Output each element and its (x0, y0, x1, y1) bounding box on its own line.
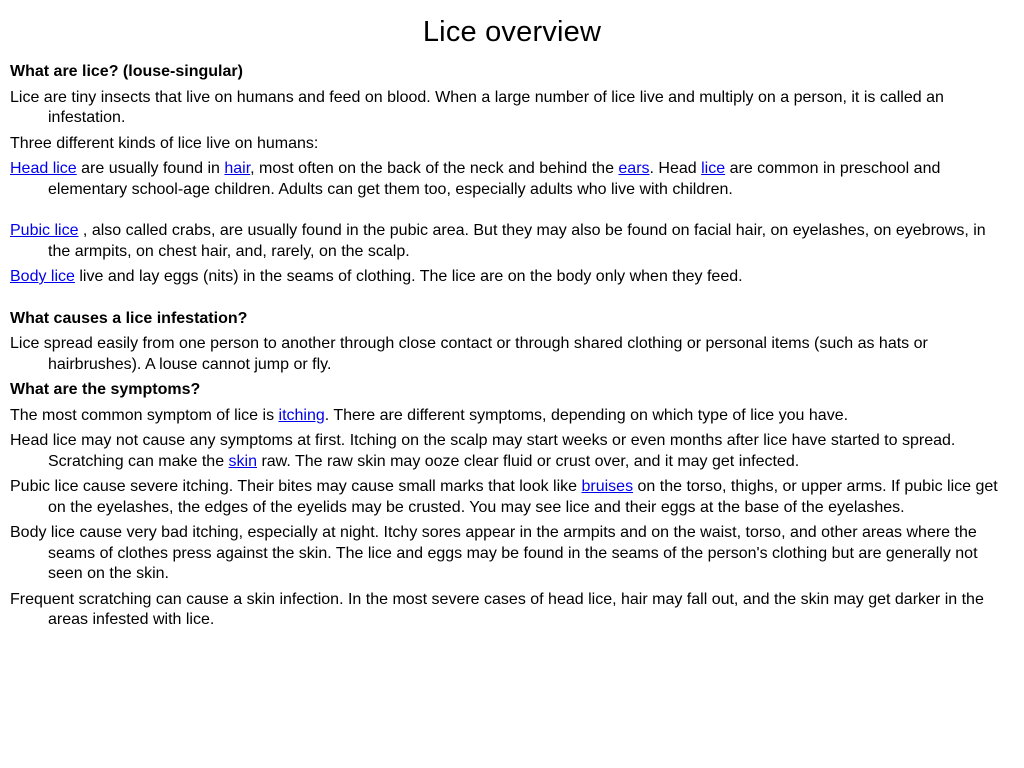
paragraph-pubic-lice-symptoms (10, 477, 1002, 518)
paragraph-body-lice (10, 267, 1002, 288)
paragraph-scratching: Frequent scratching can cause a skin infection. In the most severe cases of head lice, hair may fall out, and the skin may get darker in the areas infested with lice. (10, 590, 984, 628)
heading-causes: What causes a lice infestation? (10, 309, 248, 327)
slide-content (10, 62, 1002, 636)
paragraph-head-lice (10, 159, 1002, 200)
text-span: Head lice may not cause any symptoms at first. Itching on the scalp may start weeks or even months after lice have started to spread. Scratching can make the (10, 432, 956, 470)
heading-symptoms: What are the symptoms? (10, 381, 201, 398)
page-title: Lice overview (422, 16, 602, 48)
link-bruises[interactable]: bruises (581, 478, 634, 495)
paragraph-kinds-intro: Three different kinds of lice live on humans: (10, 134, 319, 152)
text-span: . Head (649, 160, 702, 177)
link-ears[interactable]: ears (618, 160, 650, 177)
link-body-lice[interactable]: Body lice (10, 268, 75, 285)
paragraph-pubic-lice (10, 221, 1002, 262)
text-span: raw. The raw skin may ooze clear fluid or crust over, and it may get infected. (257, 452, 800, 470)
paragraph-body-lice-symptoms: Body lice cause very bad itching, especially at night. Itchy sores appear in the armpits and on the waist, torso, and other areas where the seams of clothes press against the skin. The lice and eggs may be found in the seams of the person's clothing but are generally not seen on the skin. (10, 524, 978, 582)
spacer (10, 205, 1002, 221)
text-span: live and lay eggs (nits) in the seams of clothing. The lice are on the body only when they feed. (74, 268, 743, 285)
paragraph-causes: Lice spread easily from one person to another through close contact or through shared clothing or personal items (such as hats or hairbrushes). A louse cannot jump or fly. (10, 335, 928, 373)
text-span: , most often on the back of the neck and behind the (250, 160, 619, 177)
paragraph-common-symptom (10, 406, 1002, 427)
link-itching[interactable]: itching (278, 406, 325, 424)
heading-what-are-lice: What are lice? (louse-singular) (10, 63, 243, 80)
link-hair[interactable]: hair (224, 160, 251, 177)
link-pubic-lice[interactable]: Pubic lice (10, 222, 79, 239)
paragraph-lice-intro: Lice are tiny insects that live on humans and feed on blood. When a large number of lice live and multiply on a person, it is called an infestation. (10, 88, 944, 126)
link-head-lice[interactable]: Head lice (10, 160, 77, 177)
paragraph-head-lice-symptoms (10, 431, 1002, 472)
text-span: , also called crabs, are usually found in the pubic area. But they may also be found on facial hair, on eyelashes, on eyebrows, in the armpits, on chest hair, and, rarely, on the scalp. (48, 222, 986, 260)
text-span: on the torso, thighs, or upper arms. If pubic lice get on the eyelashes, the edges of the eyelids may be crusted. You may see lice and their eggs at the base of the eyelashes. (48, 478, 998, 516)
link-skin[interactable]: skin (228, 452, 257, 470)
link-lice[interactable]: lice (701, 160, 726, 177)
text-span: The most common symptom of lice is (10, 406, 279, 424)
text-span: Pubic lice cause severe itching. Their bites may cause small marks that look like (10, 478, 582, 495)
text-span: . There are different symptoms, depending on which type of lice you have. (324, 406, 849, 424)
text-span: are usually found in (76, 160, 225, 177)
text-span: are common in preschool and elementary school-age children. Adults can get them too, especially adults who live with children. (48, 160, 941, 198)
spacer (10, 293, 1002, 309)
